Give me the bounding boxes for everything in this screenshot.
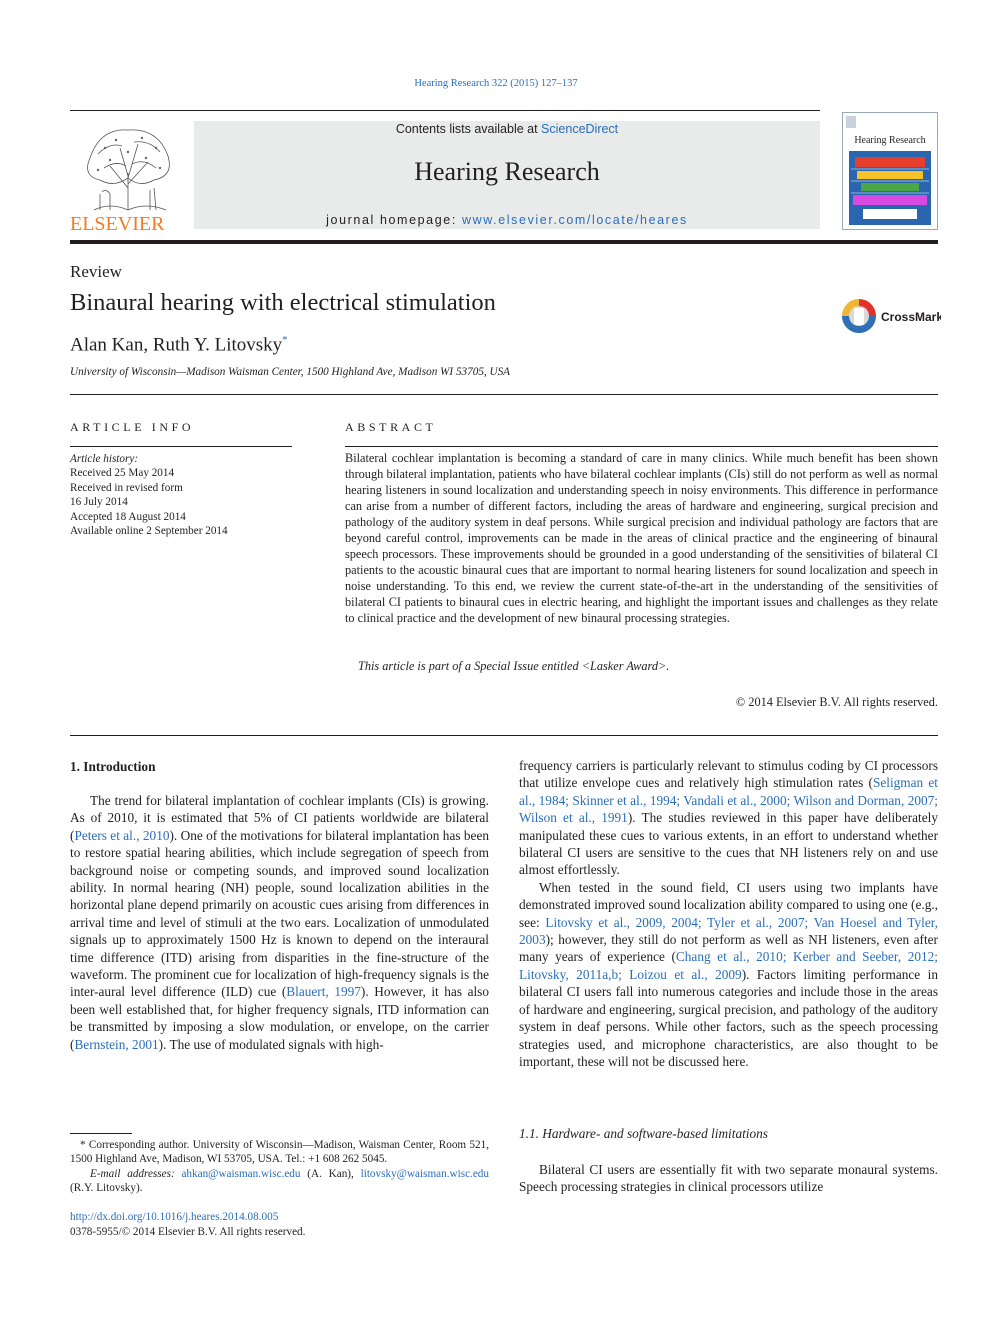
citation-link[interactable]: Peters et al., 2010 xyxy=(74,827,170,843)
abstract-rule xyxy=(345,446,938,447)
article-info-rule xyxy=(70,446,292,447)
subsection-heading: 1.1. Hardware- and software-based limitations xyxy=(519,1126,768,1141)
journal-cover-image xyxy=(843,113,937,229)
history-item: Accepted 18 August 2014 xyxy=(70,510,186,523)
body-paragraph: Bilateral CI users are essentially fit with two separate monaural systems. Speech processing strategies in clinical processors utilize xyxy=(519,1162,938,1195)
email-label: E-mail addresses: xyxy=(90,1167,182,1180)
section-rule xyxy=(70,735,938,736)
citation-link[interactable]: Litovsky et al., 2009, 2004; Tyler et al., 2007; Van Hoesel and Tyler, 2003 xyxy=(519,914,938,948)
citation-link[interactable]: Chang et al., 2010; Kerber and Seeber, 2012; Litovsky, 2011a,b; Loizou et al., 2009 xyxy=(519,949,938,982)
elsevier-logo[interactable] xyxy=(70,118,186,234)
cover-title: Hearing Research xyxy=(854,135,926,146)
article-info-heading: ARTICLE INFO xyxy=(70,420,195,434)
paragraph-text: frequency carriers is particularly relevant to stimulus coding by CI processors that utilize envelope cues and relatively high stimulation rates ( xyxy=(519,758,938,791)
history-item: Available online 2 September 2014 xyxy=(70,525,228,538)
email-link-litovsky[interactable]: litovsky@waisman.wisc.edu xyxy=(360,1167,489,1180)
journal-title: Hearing Research xyxy=(414,157,600,186)
elsevier-tree-icon xyxy=(70,118,186,234)
history-item: Received 25 May 2014 xyxy=(70,467,175,480)
email-owner: (R.Y. Litovsky). xyxy=(70,1182,143,1195)
abstract-text: Bilateral cochlear implantation is becoming a standard of care in many clinics. While much benefit has been shown through bilateral implantation, patients who have bilateral cochlear implants (CIs) still do not perform as well as normal hearing listeners in sound localization and understanding speech in noisy environments. This difference in performance can arise from a number of different factors, including the areas of hardware and engineering, surgical precision and pathology of the auditory system in deaf persons. While surgical precision and individual pathology are factors that are beyond careful control, improvements can be made in the areas of clinical practice and the engineering of binaural speech processors. These improvements should be grounded in a good understanding of the sensitivities of bilateral CI patients to the acoustic binaural cues that are important to normal hearing listeners for sound localization and speech in noise understanding. To this end, we review the current state-of-the-art in the understanding of the sensitivities of bilateral CI patients to binaural cues in electric hearing, and highlight the important issues and challenges as they relate to clinical practice and the development of new binaural processing strategies. xyxy=(345,451,938,625)
corresponding-author-text: * Corresponding author. University of Wisconsin—Madison, Waisman Center, Room 521, 1500 Highland Ave, Madison, WI 53705, USA. Tel.: +1 608 262 5045. xyxy=(70,1139,489,1166)
elsevier-wordmark: ELSEVIER xyxy=(70,213,165,234)
crossmark-label: CrossMark xyxy=(881,310,941,324)
header-thick-rule xyxy=(70,240,938,244)
paragraph-text: ); however, they still do not perform as well as NH listeners, even after many years of experience ( xyxy=(519,932,938,965)
sciencedirect-link[interactable]: ScienceDirect xyxy=(541,122,619,136)
header-rule xyxy=(70,110,820,111)
history-item: 16 July 2014 xyxy=(70,496,128,509)
body-paragraph xyxy=(519,879,938,1070)
journal-citation[interactable]: Hearing Research 322 (2015) 127–137 xyxy=(414,78,578,89)
citation-link[interactable]: Blauert, 1997 xyxy=(286,984,361,1000)
abstract-copyright: © 2014 Elsevier B.V. All rights reserved. xyxy=(735,695,938,709)
crossmark-icon xyxy=(841,296,941,336)
corresponding-author-footnote xyxy=(70,1138,489,1196)
email-line xyxy=(70,1167,489,1196)
contents-prefix: Contents lists available at xyxy=(395,122,542,136)
article-history xyxy=(70,452,300,538)
history-item: Received in revised form xyxy=(70,481,183,494)
history-label: Article history: xyxy=(70,453,139,465)
journal-homepage xyxy=(194,213,820,227)
corresponding-author-mark[interactable]: * xyxy=(282,334,288,346)
email-link-kan[interactable]: ahkan@waisman.wisc.edu xyxy=(181,1167,301,1180)
homepage-link[interactable]: www.elsevier.com/locate/heares xyxy=(461,213,688,227)
paragraph-text: ). One of the motivations for bilateral implantation has been to restore spatial hearing abilities, which include segregation of speech from background noise or competing sounds, and improved sound localization ability. In normal hearing (NH) people, sound localization abilities in the horizontal plane depend primarily on acoustic cues arising from differences in arrival time and level of stimuli at the two ears. Localization of unmodulated signals up to approximately 1500 Hz is known to depend on the interaural time difference (ITD) arising from disparities in the fine-structure of the waveform. The prominent cue for localization of high-frequency signals is the inter-aural level difference (ILD) cue ( xyxy=(70,827,489,1000)
paragraph-text: ). However, it has also been well established that, for higher frequency signals, ITD information can be transmitted by imposing a slow modulation, or envelope, on the carrier ( xyxy=(70,984,489,1052)
special-issue-note: This article is part of a Special Issue entitled <Lasker Award>. xyxy=(358,659,670,673)
paragraph-text: ). Factors limiting performance in bilateral CI users fall into numerous categories and include those in the areas of hardware and engineering, surgical precision, and pathology of the auditory system in deaf persons. While other factors, such as the speech processing strategies used, and microphone characteristics, are also thought to be important, these will not be discussed here. xyxy=(519,966,938,1069)
footnote-rule xyxy=(70,1133,132,1134)
paragraph-text: When tested in the sound field, CI users using two implants have demonstrated improved sound localization ability compared to using one (e.g., see: xyxy=(519,879,938,930)
doi-link[interactable]: http://dx.doi.org/10.1016/j.heares.2014.08.005 xyxy=(70,1211,279,1223)
section-heading-introduction: 1. Introduction xyxy=(70,759,156,774)
author-list xyxy=(70,334,288,356)
paragraph-text: ). The use of modulated signals with high- xyxy=(158,1036,384,1052)
authors: Alan Kan, Ruth Y. Litovsky xyxy=(70,334,283,356)
journal-cover-thumbnail[interactable] xyxy=(842,112,938,230)
email-owner: (A. Kan), xyxy=(300,1167,361,1180)
section-rule xyxy=(70,394,938,395)
article-type: Review xyxy=(70,262,122,281)
crossmark-badge[interactable] xyxy=(841,296,941,336)
body-column-right-continued xyxy=(519,1161,938,1196)
issn-copyright: 0378-5955/© 2014 Elsevier B.V. All rights reserved. xyxy=(70,1226,306,1238)
body-paragraph xyxy=(519,757,938,879)
paragraph-text: The trend for bilateral implantation of cochlear implants (CIs) is growing. As of 2010, it is estimated that 5% of CI patients worldwide are bilateral ( xyxy=(70,793,489,843)
body-paragraph xyxy=(70,792,489,1053)
abstract-heading: ABSTRACT xyxy=(345,420,437,434)
article-title: Binaural hearing with electrical stimulation xyxy=(70,289,496,316)
contents-line xyxy=(194,122,820,136)
body-column-left xyxy=(70,792,489,1053)
body-column-right xyxy=(519,757,938,1070)
paragraph-text: ). The studies reviewed in this paper have deliberately manipulated these cues to various extents, in an effort to understand whether bilateral CI users are sensitive to the cues that NH listeners rely on and use almost effortlessly. xyxy=(519,810,938,878)
homepage-prefix: journal homepage: xyxy=(326,213,462,227)
citation-link[interactable]: Bernstein, 2001 xyxy=(74,1036,159,1052)
affiliation: University of Wisconsin—Madison Waisman Center, 1500 Highland Ave, Madison WI 53705, USA xyxy=(70,366,511,378)
citation-link[interactable]: Seligman et al., 1984; Skinner et al., 1994; Vandali et al., 2000; Wilson and Dorman, 2007; Wilson et al., 1991 xyxy=(519,775,938,826)
